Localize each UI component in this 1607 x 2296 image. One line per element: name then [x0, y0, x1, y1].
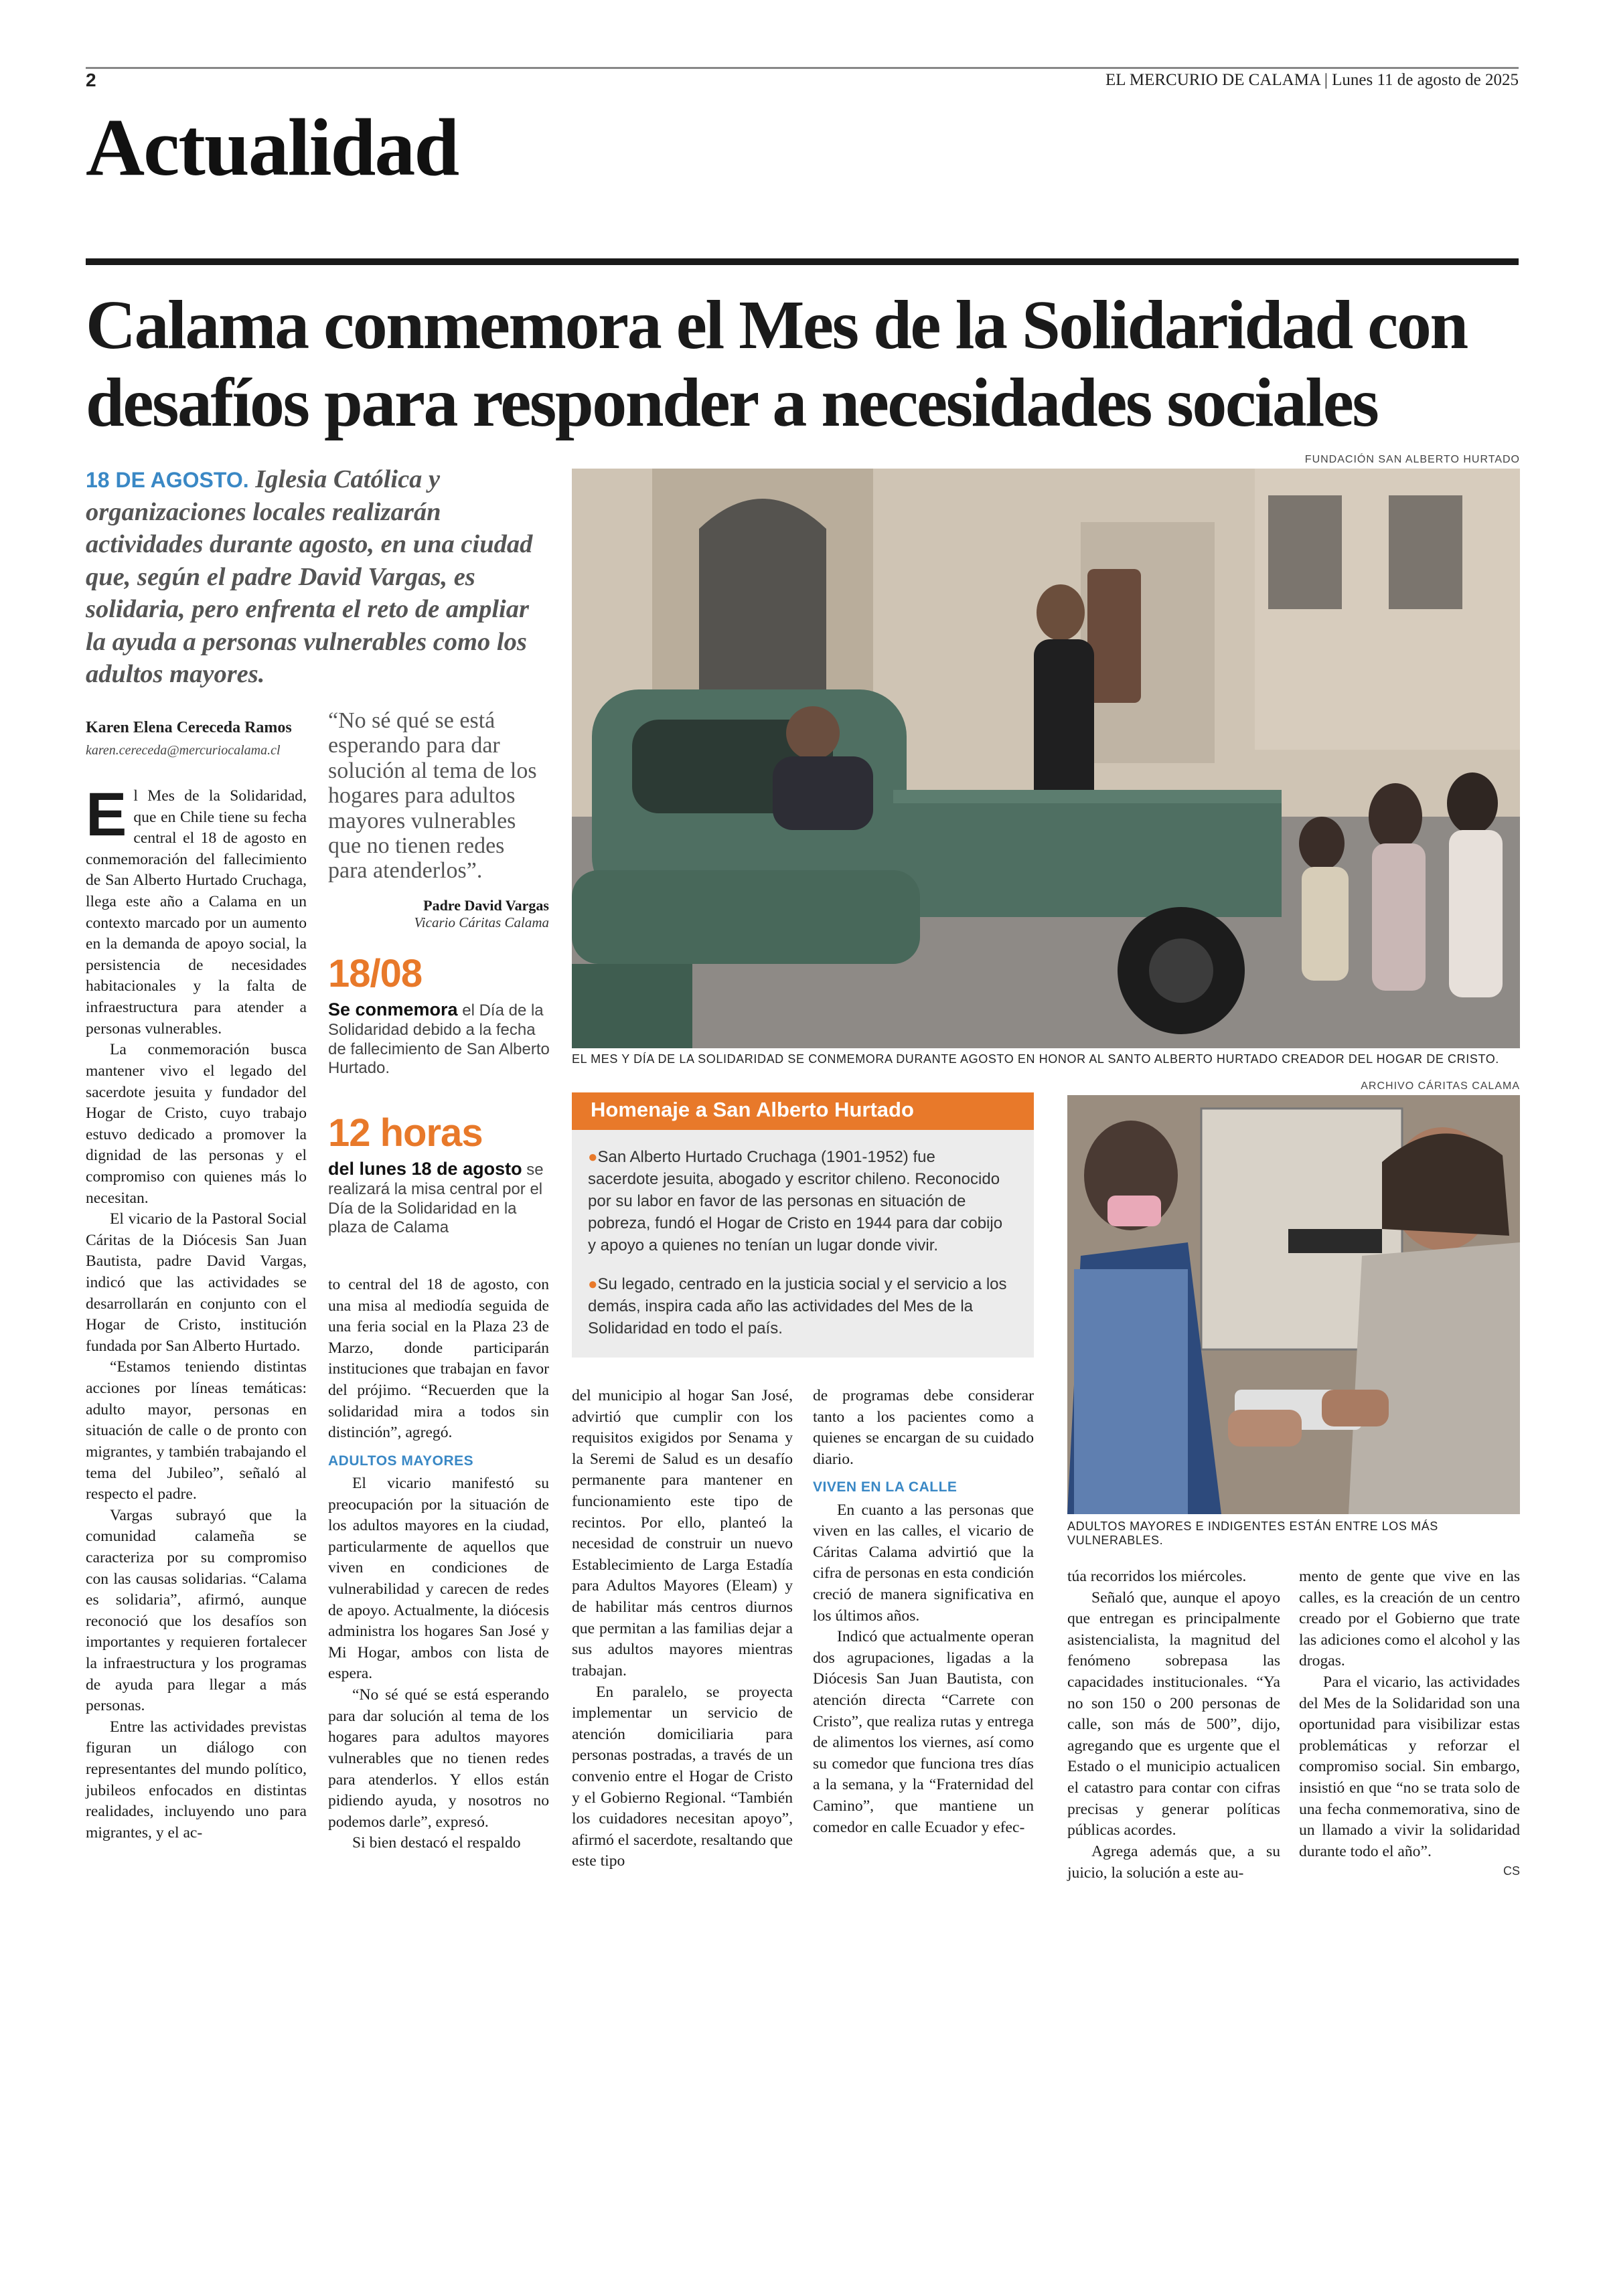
paragraph: El vicario manifestó su preocupación por la situación de los adultos mayores en la ciudad, particularmente de aquellos que viven en condiciones de vulnerabilidad y carecen de redes de apoyo. Actualmente, la diócesis administra los hogares San José y Mi Hogar, ambos con lista de espera.	[328, 1475, 549, 1683]
paragraph: El vicario de la Pastoral Social Cáritas de la Diócesis San Juan Bautista, padre David Vargas, indicó que las actividades se desarrollarán en conjunto con el Hogar de Cristo, institución fundada por San Alberto Hurtado.	[86, 1210, 307, 1355]
photo1-credit: FUNDACIÓN SAN ALBERTO HURTADO	[1304, 454, 1520, 465]
lead	[86, 463, 548, 691]
fact-box-hour	[328, 1111, 556, 1238]
end-mark-icon: CS	[1503, 1864, 1520, 1878]
paragraph: Señaló que, aunque el apoyo que entregan es principalmente asistencialista, la magnitud del fenómeno sobrepasa las capacidades institucionales. “Ya no son 150 o 200 personas de calle, son más de 500”, dijo, agregando que es urgente que el Estado o el municipio actualicen el catastro para contar con cifras precisas y generar políticas públicas acordes.	[1067, 1588, 1280, 1839]
paragraph: de programas debe considerar tanto a los pacientes como a quienes se encargan de su cuidado diario.	[813, 1387, 1034, 1468]
photo1-caption: EL MES Y DÍA DE LA SOLIDARIDAD SE CONMEMORA DURANTE AGOSTO EN HONOR AL SANTO ALBERTO HURTADO CREADOR DEL HOGAR DE CRISTO.	[572, 1052, 1499, 1066]
fact-hour-text: se realizará la misa central por el Día de la Solidaridad en la plaza de Calama	[328, 1161, 544, 1237]
body-column-5	[1067, 1566, 1280, 1884]
lead-tag: 18 DE AGOSTO.	[86, 468, 249, 492]
headline: Calama conmemora el Mes de la Solidaridad con desafíos para responder a necesidades sociales	[86, 286, 1467, 442]
paragraph: Vargas subrayó que la comunidad calameña se caracteriza por su compromiso con las causas solidarias. “Calama es solidaria”, afirmó, aunque reconoció que los desafíos son importantes y requieren fortalecer la infraestructura y los programas de ayuda para llegar a más personas.	[86, 1506, 307, 1715]
masthead: EL MERCURIO DE CALAMA | Lunes 11 de agosto de 2025	[1105, 71, 1519, 89]
header-rule	[86, 67, 1519, 69]
pull-quote-signature	[328, 897, 549, 931]
paragraph: túa recorridos los miércoles.	[1067, 1568, 1247, 1585]
body-column-4	[813, 1386, 1034, 1838]
pull-quote-name: Padre David Vargas	[423, 897, 549, 914]
paragraph: “No sé qué se está esperando para dar solución al tema de los hogares para adultos mayores vulnerables que no tienen redes para atenderlos. Y ellos están pidiendo ayuda, y nosotros no podemos darle”, expresó.	[328, 1686, 549, 1831]
paragraph: “Estamos teniendo distintas acciones por líneas temáticas: adulto mayor, personas en situación de calle o de pronto con migrantes, y también trabajando el tema del Jubileo”, señaló al respecto el padre.	[86, 1358, 307, 1503]
paragraph: l Mes de la Solidaridad, que en Chile tiene su fecha central el 18 de agosto en conmemoración del fallecimiento de San Alberto Hurtado Cruchaga, llega este año a Calama en un contexto marcado por un aumento en la demanda de apoyo social, la persistencia de necesidades habitacionales y la falta de infraestructura para atender a personas vulnerables.	[86, 787, 307, 1038]
homenaje-item: San Alberto Hurtado Cruchaga (1901-1952) fue sacerdote jesuita, abogado y escritor chileno. Reconocido por su labor en favor de las personas en situación de pobreza, fundó el Hogar de Cristo en 1944 para dar cobijo y apoyo a quienes no tenían un lugar donde vivir.	[588, 1148, 1003, 1255]
pull-quote-role: Vicario Cáritas Calama	[414, 914, 549, 930]
bullet-icon: ●	[588, 1148, 598, 1166]
paragraph: Indicó que actualmente operan dos agrupaciones, ligadas a la Diócesis San Juan Bautista, con atención directa “Carrete con Cristo”, que realiza rutas y entrega de alimentos los viernes, así como su comedor que funciona tres días a la semana, y la “Fraternidad del Camino”, que mantiene un comedor en calle Ecuador y efec-	[813, 1628, 1034, 1836]
photo2-caption: ADULTOS MAYORES E INDIGENTES ESTÁN ENTRE LOS MÁS VULNERABLES.	[1067, 1520, 1438, 1547]
fact-date-bold: Se conmemora	[328, 999, 458, 1019]
page-number: 2	[86, 70, 96, 90]
paragraph: mento de gente que vive en las calles, es la creación de un centro creado por el Gobierno que trate las adiciones como el alcohol y las drogas.	[1299, 1568, 1520, 1670]
byline: Karen Elena Cereceda Ramos	[86, 719, 292, 736]
bullet-icon: ●	[588, 1275, 598, 1293]
paragraph: Para el vicario, las actividades del Mes de la Solidaridad son una oportunidad para visibilizar estas problemáticas y reforzar el compromiso social. Sin embargo, insistió en que “no se trata solo de una fecha conmemorativa, sino de un llamado a vivir la solidaridad durante todo el año”.	[1299, 1673, 1520, 1860]
author-email[interactable]: karen.cereceda@mercuriocalama.cl	[86, 743, 281, 758]
paragraph: Si bien destacó el respaldo	[352, 1834, 521, 1852]
homenaje-item: Su legado, centrado en la justicia social y el servicio a los demás, inspira cada año las actividades del Mes de la Solidaridad en todo el país.	[588, 1275, 1007, 1337]
fact-hour-bold: del lunes 18 de agosto	[328, 1159, 522, 1179]
body-column-1	[86, 781, 307, 1843]
paragraph: La conmemoración busca mantener vivo el legado del sacerdote jesuita y fundador del Hogar de Cristo, cuyo trabajo estuvo dedicado a promover la dignidad de las personas y el compromiso con quienes más lo necesitan.	[86, 1041, 307, 1207]
drop-cap: E	[86, 781, 127, 849]
section-rule	[86, 258, 1519, 265]
paragraph: Agrega además que, a su juicio, la solución a este au-	[1067, 1842, 1280, 1882]
body-column-2	[328, 1275, 549, 1854]
paragraph: Entre las actividades previstas figuran un diálogo con representantes del mundo político, jubileos enfocados en distintas realidades, incluyendo uno para migrantes, y el ac-	[86, 1718, 307, 1841]
pull-quote: “No sé qué se está esperando para dar solución al tema de los hogares para adultos mayores vulnerables que no tienen redes para atenderlos”.	[328, 708, 537, 884]
paragraph: En paralelo, se proyecta implementar un servicio de atención domiciliaria para personas postradas, a través de un convenio entre el Hogar de Cristo y el Gobierno Regional. “También los cuidadores necesitan apoyo”, afirmó el sacerdote, resaltando que este tipo	[572, 1683, 793, 1870]
subheading-adultos-mayores: ADULTOS MAYORES	[328, 1453, 474, 1469]
section-title: Actualidad	[86, 102, 459, 193]
lead-text: Iglesia Católica y organizaciones locales realizarán actividades durante agosto, en una ciudad que, según el padre David Vargas, es solidaria, pero enfrenta el reto de ampliar la ayuda a personas vulnerables como los adultos mayores.	[86, 465, 533, 688]
subheading-viven-en-la-calle: VIVEN EN LA CALLE	[813, 1479, 958, 1495]
paragraph: En cuanto a las personas que viven en las calles, el vicario de Cáritas Calama advirtió que la cifra de personas en esta condición creció de manera significativa en los últimos años.	[813, 1501, 1034, 1625]
homenaje-title: Homenaje a San Alberto Hurtado	[572, 1092, 1034, 1130]
photo-food-delivery	[1067, 1095, 1520, 1514]
paragraph: del municipio al hogar San José, advirtió que cumplir con los requisitos exigidos por Senama y la Seremi de Salud es un desafío permanente para mantener en funcionamiento este tipo de recintos. Por ello, planteó la necesidad de construir un nuevo Establecimiento de Larga Estadía para Adultos Mayores (Eleam) y de habilitar más centros diurnos que permitan a las familias dejar a sus adultos mayores mientras trabajan.	[572, 1387, 793, 1679]
fact-hour-big: 12 horas	[328, 1111, 483, 1155]
photo-truck-procession	[572, 469, 1520, 1048]
body-column-6	[1299, 1566, 1520, 1879]
fact-box-date	[328, 952, 556, 1078]
homenaje-box	[572, 1092, 1034, 1358]
fact-date-text: el Día de la Solidaridad debido a la fecha de fallecimiento de San Alberto Hurtado.	[328, 1001, 550, 1078]
photo2-credit: ARCHIVO CÁRITAS CALAMA	[1361, 1080, 1520, 1092]
paragraph: to central del 18 de agosto, con una misa al mediodía seguida de una feria social en la Plaza 23 de Marzo, donde participarán instituciones que trabajan en favor del prójimo. “Recuerden que la solidaridad mira a todos sin distinción”, agregó.	[328, 1276, 549, 1442]
fact-date-big: 18/08	[328, 952, 423, 995]
body-column-3	[572, 1386, 793, 1872]
